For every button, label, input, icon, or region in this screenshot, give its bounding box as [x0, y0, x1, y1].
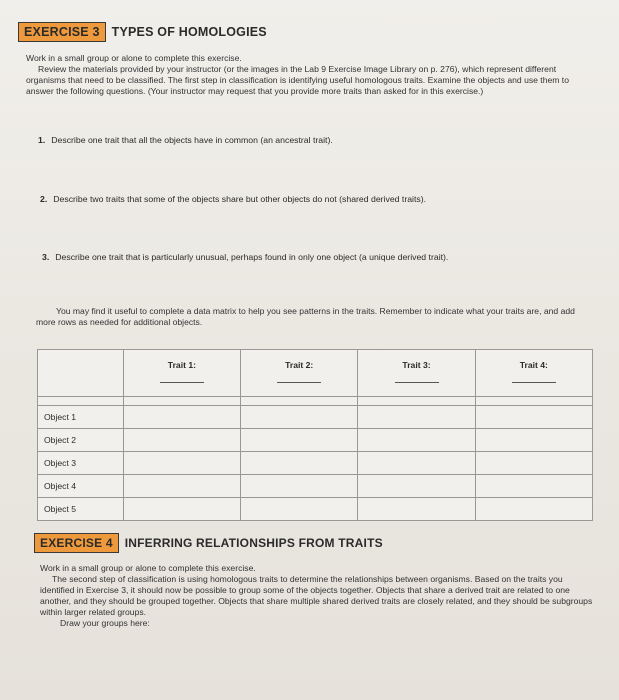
matrix-cell[interactable]	[358, 498, 475, 521]
matrix-cell[interactable]	[475, 452, 592, 475]
matrix-cell[interactable]	[358, 452, 475, 475]
exercise3-body: Review the materials provided by your instructor (or the images in the Lab 9 Exercise Image Library on p. 276), which represent different organisms that need to be classified. The first step in classification is identifying useful homologous traits. Examine the objects and use them to answer the following questions. (Your instructor may request that you provide more traits than asked for in this exercise.)	[26, 64, 569, 96]
exercise4-intro: Work in a small group or alone to complete this exercise.	[40, 563, 256, 573]
matrix-col-trait-4: Trait 4:	[475, 350, 592, 397]
matrix-cell[interactable]	[123, 475, 240, 498]
matrix-col-trait-1: Trait 1:	[123, 350, 240, 397]
matrix-cell[interactable]	[241, 406, 358, 429]
question-1-text: Describe one trait that all the objects have in common (an ancestral trait).	[51, 135, 333, 145]
matrix-row-label: Object 5	[38, 498, 124, 521]
matrix-cell[interactable]	[475, 498, 592, 521]
question-3-number: 3.	[42, 252, 50, 262]
matrix-cell[interactable]	[241, 452, 358, 475]
exercise4-instructions	[40, 563, 596, 629]
question-3-text: Describe one trait that is particularly unusual, perhaps found in only one object (a unique derived trait).	[55, 252, 449, 262]
exercise4-title: INFERRING RELATIONSHIPS FROM TRAITS	[124, 536, 383, 550]
matrix-cell[interactable]	[123, 406, 240, 429]
matrix-row-label: Object 3	[38, 452, 124, 475]
exercise3-intro: Work in a small group or alone to complete this exercise.	[26, 53, 242, 63]
table-row	[38, 475, 593, 498]
matrix-cell[interactable]	[475, 406, 592, 429]
table-row	[38, 452, 593, 475]
matrix-cell[interactable]	[123, 452, 240, 475]
matrix-cell[interactable]	[241, 498, 358, 521]
question-2	[40, 194, 580, 204]
matrix-corner-cell	[38, 350, 124, 397]
matrix-row-label: Object 1	[38, 406, 124, 429]
draw-groups-prompt: Draw your groups here:	[60, 618, 150, 628]
table-row	[38, 406, 593, 429]
matrix-cell[interactable]	[358, 406, 475, 429]
matrix-cell[interactable]	[123, 498, 240, 521]
table-row	[38, 429, 593, 452]
exercise3-header	[18, 22, 267, 42]
exercise4-header	[34, 533, 383, 553]
matrix-cell[interactable]	[241, 475, 358, 498]
matrix-cell[interactable]	[123, 429, 240, 452]
matrix-cell[interactable]	[475, 429, 592, 452]
matrix-cell[interactable]	[358, 475, 475, 498]
exercise3-label: EXERCISE 3	[18, 22, 106, 42]
matrix-header-row	[38, 350, 593, 397]
table-row	[38, 498, 593, 521]
exercise3-title: TYPES OF HOMOLOGIES	[111, 25, 267, 39]
question-3	[42, 252, 582, 262]
question-1-number: 1.	[38, 135, 46, 145]
matrix-cell[interactable]	[475, 475, 592, 498]
matrix-col-trait-3: Trait 3:	[358, 350, 475, 397]
exercise3-instructions	[26, 53, 592, 97]
question-2-text: Describe two traits that some of the objects share but other objects do not (shared derived traits).	[53, 194, 427, 204]
matrix-row-label: Object 4	[38, 475, 124, 498]
matrix-cell[interactable]	[358, 429, 475, 452]
matrix-row-label: Object 2	[38, 429, 124, 452]
question-2-number: 2.	[40, 194, 48, 204]
matrix-note: You may find it useful to complete a data matrix to help you see patterns in the traits. Remember to indicate what your traits are, and add more rows as needed for additional objects.	[36, 306, 575, 327]
matrix-col-trait-2: Trait 2:	[241, 350, 358, 397]
drawing-area[interactable]	[40, 648, 596, 694]
exercise4-label: EXERCISE 4	[34, 533, 119, 553]
matrix-spacer-row	[38, 397, 593, 406]
data-matrix	[37, 349, 593, 521]
matrix-cell[interactable]	[241, 429, 358, 452]
question-1	[38, 135, 578, 145]
exercise4-body: The second step of classification is using homologous traits to determine the relationships between organisms. Based on the traits you identified in Exercise 3, it should now be possible to group some of the objects together. Objects that share a derived trait are related to one another, and they should be grouped together. Objects that share multiple shared derived traits are closely related, and they should be subgroups within larger related groups.	[40, 574, 593, 617]
